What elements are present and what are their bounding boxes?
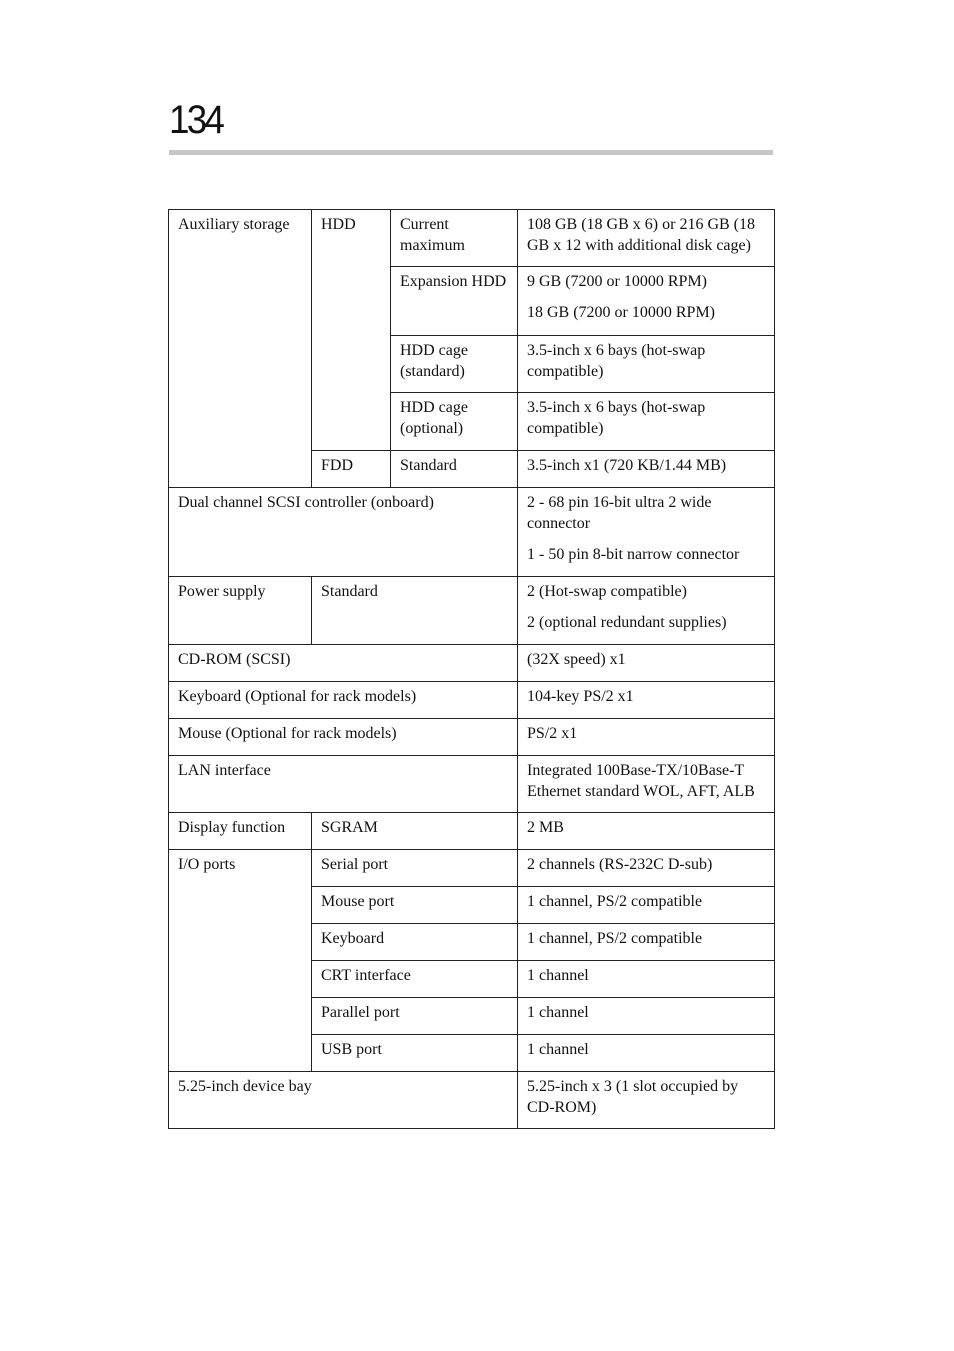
scsi-value-2: 1 - 50 pin 8-bit narrow connector bbox=[527, 546, 740, 563]
row-item-fdd-standard: Standard bbox=[391, 451, 518, 488]
row-sub-power-standard: Standard bbox=[312, 577, 518, 645]
row-label-cdrom: CD-ROM (SCSI) bbox=[169, 645, 518, 682]
expansion-value-2: 18 GB (7200 or 10000 RPM) bbox=[527, 304, 716, 321]
row-item-current-maximum: Current maximum bbox=[391, 210, 518, 267]
io-port-value: 1 channel bbox=[518, 1035, 775, 1072]
row-label-scsi-controller: Dual channel SCSI controller (onboard) bbox=[169, 488, 518, 577]
row-sub-sgram: SGRAM bbox=[312, 813, 518, 850]
table-row bbox=[169, 488, 775, 577]
row-label-power-supply: Power supply bbox=[169, 577, 312, 645]
row-value-hdd-cage-standard: 3.5-inch x 6 bays (hot-swap compatible) bbox=[518, 336, 775, 393]
power-value-2: 2 (optional redundant supplies) bbox=[527, 614, 727, 631]
row-value-fdd: 3.5-inch x1 (720 KB/1.44 MB) bbox=[518, 451, 775, 488]
io-port-value: 1 channel, PS/2 compatible bbox=[518, 924, 775, 961]
row-label-mouse: Mouse (Optional for rack models) bbox=[169, 719, 518, 756]
table-row bbox=[169, 850, 775, 887]
table-row bbox=[169, 1072, 775, 1129]
row-value-lan: Integrated 100Base-TX/10Base-T Ethernet standard WOL, AFT, ALB bbox=[518, 756, 775, 813]
row-label-keyboard: Keyboard (Optional for rack models) bbox=[169, 682, 518, 719]
table-row bbox=[169, 210, 775, 267]
page-number: 134 bbox=[169, 98, 223, 142]
row-value-expansion-hdd bbox=[518, 267, 775, 336]
row-item-hdd-cage-standard: HDD cage (standard) bbox=[391, 336, 518, 393]
row-value-keyboard: 104-key PS/2 x1 bbox=[518, 682, 775, 719]
io-port-name: Keyboard bbox=[312, 924, 518, 961]
io-port-value: 1 channel, PS/2 compatible bbox=[518, 887, 775, 924]
io-port-name: Serial port bbox=[312, 850, 518, 887]
expansion-value-1: 9 GB (7200 or 10000 RPM) bbox=[527, 273, 708, 290]
row-sub-fdd: FDD bbox=[312, 451, 391, 488]
io-port-name: Parallel port bbox=[312, 998, 518, 1035]
row-label-lan: LAN interface bbox=[169, 756, 518, 813]
io-port-name: USB port bbox=[312, 1035, 518, 1072]
row-item-hdd-cage-optional: HDD cage (optional) bbox=[391, 393, 518, 451]
scsi-value-1: 2 - 68 pin 16-bit ultra 2 wide connector bbox=[527, 494, 712, 532]
io-port-name: Mouse port bbox=[312, 887, 518, 924]
row-value-display: 2 MB bbox=[518, 813, 775, 850]
row-label-device-bay: 5.25-inch device bay bbox=[169, 1072, 518, 1129]
spec-table bbox=[168, 209, 775, 1129]
row-value-cdrom: (32X speed) x1 bbox=[518, 645, 775, 682]
power-value-1: 2 (Hot-swap compatible) bbox=[527, 583, 687, 600]
row-value-mouse: PS/2 x1 bbox=[518, 719, 775, 756]
row-label-io-ports: I/O ports bbox=[169, 850, 312, 1072]
row-value-scsi-controller bbox=[518, 488, 775, 577]
table-row bbox=[169, 813, 775, 850]
io-port-name: CRT interface bbox=[312, 961, 518, 998]
table-row bbox=[169, 682, 775, 719]
row-value-power-supply bbox=[518, 577, 775, 645]
io-port-value: 2 channels (RS-232C D-sub) bbox=[518, 850, 775, 887]
header-rule bbox=[169, 150, 773, 155]
row-value-current-maximum: 108 GB (18 GB x 6) or 216 GB (18 GB x 12 with additional disk cage) bbox=[518, 210, 775, 267]
row-value-hdd-cage-optional: 3.5-inch x 6 bays (hot-swap compatible) bbox=[518, 393, 775, 451]
table-row bbox=[169, 645, 775, 682]
io-port-value: 1 channel bbox=[518, 998, 775, 1035]
io-port-value: 1 channel bbox=[518, 961, 775, 998]
row-value-device-bay: 5.25-inch x 3 (1 slot occupied by CD-ROM) bbox=[518, 1072, 775, 1129]
table-row bbox=[169, 756, 775, 813]
row-sub-hdd: HDD bbox=[312, 210, 391, 451]
row-label-display: Display function bbox=[169, 813, 312, 850]
table-row bbox=[169, 719, 775, 756]
row-label-auxiliary-storage: Auxiliary storage bbox=[169, 210, 312, 488]
table-row bbox=[169, 577, 775, 645]
row-item-expansion-hdd: Expansion HDD bbox=[391, 267, 518, 336]
